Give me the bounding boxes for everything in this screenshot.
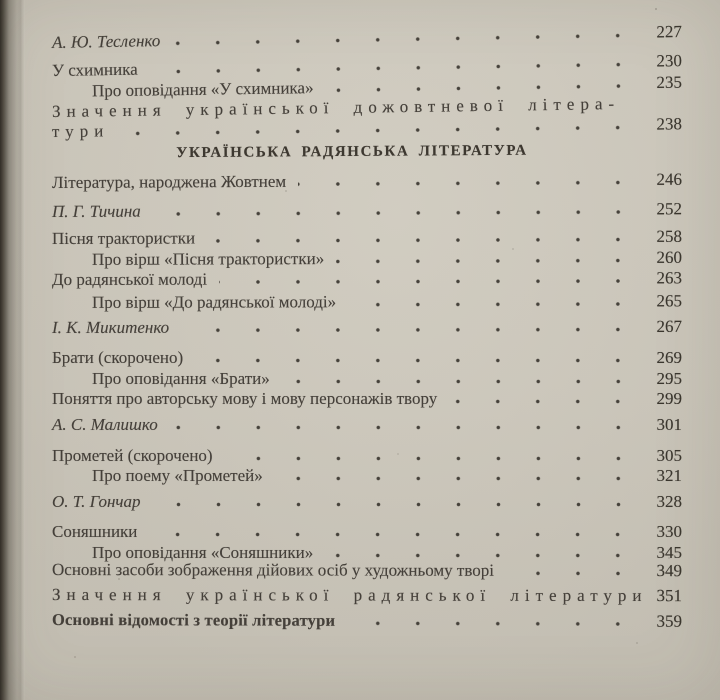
dot-leader (347, 621, 638, 627)
toc-entry (52, 560, 682, 581)
page-number: 295 (656, 369, 682, 388)
dot-leader (181, 327, 638, 333)
entry-label: тури (51, 121, 110, 141)
page-number: 235 (656, 72, 683, 93)
toc-entry (52, 170, 682, 193)
page-number: 269 (656, 348, 682, 367)
toc-entry (52, 415, 682, 435)
entry-label: Брати (скорочено) (52, 348, 184, 367)
toc-entry (52, 317, 682, 338)
toc-entry (52, 291, 682, 313)
dot-leader (336, 258, 638, 264)
dot-leader (326, 83, 638, 93)
entry-label: До радянської молоді (51, 269, 208, 289)
toc-entry (52, 522, 682, 542)
entry-label: Прометей (скорочено) (52, 446, 213, 465)
dot-leader (121, 125, 638, 136)
page-number: 230 (656, 51, 683, 71)
dot-leader (207, 237, 638, 244)
entry-label: Про вірш «Пісня трактористки» (91, 249, 325, 269)
toc-entry (52, 369, 682, 389)
entry-label: Про оповідання «У схимника» (91, 78, 314, 101)
page-number: 328 (656, 492, 682, 511)
page-number: 263 (656, 268, 683, 288)
dot-leader (298, 180, 638, 187)
dot-leader (348, 301, 638, 307)
entry-label: П. Г. Тичина (51, 201, 141, 221)
page-number: 359 (656, 611, 683, 631)
toc-entry (52, 610, 682, 632)
dot-leader (153, 502, 639, 507)
page-number: 345 (656, 543, 682, 562)
entry-label: Основні засоби зображення дійових осіб у художньому творі (51, 560, 495, 580)
page-number: 305 (656, 446, 682, 465)
page-number: 351 (656, 586, 683, 606)
toc-entry (52, 227, 682, 249)
page-number: 246 (656, 169, 683, 189)
page-number: 265 (656, 291, 683, 311)
entry-label: Про вірш «До радянської молоді» (91, 292, 337, 312)
dot-leader (506, 571, 638, 576)
toc-entry (52, 22, 682, 53)
dot-leader (195, 358, 638, 363)
toc-entry (52, 446, 682, 466)
dot-leader (282, 379, 638, 384)
dot-leader (150, 62, 638, 75)
dot-leader (225, 456, 638, 461)
entry-label: Пісня трактористки (51, 228, 196, 248)
entry-label: І. К. Микитенко (51, 317, 170, 337)
dot-leader (149, 532, 638, 537)
page-number: 349 (656, 561, 683, 581)
page-number: 238 (656, 114, 683, 134)
page-number: 301 (656, 415, 682, 434)
toc-entry (52, 268, 682, 290)
page-number: 321 (656, 466, 682, 485)
page-number: 330 (656, 522, 682, 541)
dot-leader (172, 33, 638, 46)
toc-entry (52, 199, 682, 222)
entry-label: Про поему «Прометей» (92, 466, 263, 485)
toc-entry (52, 585, 682, 606)
section-heading (52, 140, 682, 164)
dot-leader (219, 278, 638, 284)
entry-label: Про оповідання «Соняшники» (92, 543, 314, 562)
entry-label: УКРАЇНСЬКА РАДЯНСЬКА ЛІТЕРАТУРА (176, 142, 528, 162)
page-number: 299 (656, 389, 682, 408)
toc-entry (52, 248, 682, 270)
toc-entry (52, 492, 682, 512)
dot-leader (170, 425, 638, 430)
dot-leader (325, 553, 638, 558)
page-number: 260 (656, 247, 683, 267)
page-number: 267 (656, 316, 683, 336)
entry-label: А. Ю. Тесленко (51, 31, 161, 52)
entry-label: Література, народжена Жовтнем (51, 171, 287, 192)
dot-leader (153, 209, 638, 216)
toc-entry (52, 348, 682, 368)
entry-label: О. Т. Гончар (52, 492, 141, 511)
dot-leader (275, 476, 638, 481)
page-number: 252 (656, 199, 683, 219)
entry-label: Значення української дожовтневої літера- (51, 94, 621, 121)
entry-label: Соняшники (52, 522, 138, 541)
toc-entry (52, 466, 682, 486)
entry-label: Основні відомості з теорії літератури (51, 610, 336, 630)
entry-label: Значення української радянської літератури (51, 585, 648, 606)
dot-leader (449, 399, 638, 404)
toc-entry (52, 389, 682, 409)
page-number: 227 (656, 22, 683, 42)
entry-label: Поняття про авторську мову і мову персонажів твору (52, 389, 438, 408)
entry-label: Про оповідання «Брати» (92, 369, 270, 388)
entry-label: У схимника (51, 59, 138, 80)
page-number: 258 (656, 226, 683, 246)
entry-label: А. С. Малишко (52, 415, 158, 434)
